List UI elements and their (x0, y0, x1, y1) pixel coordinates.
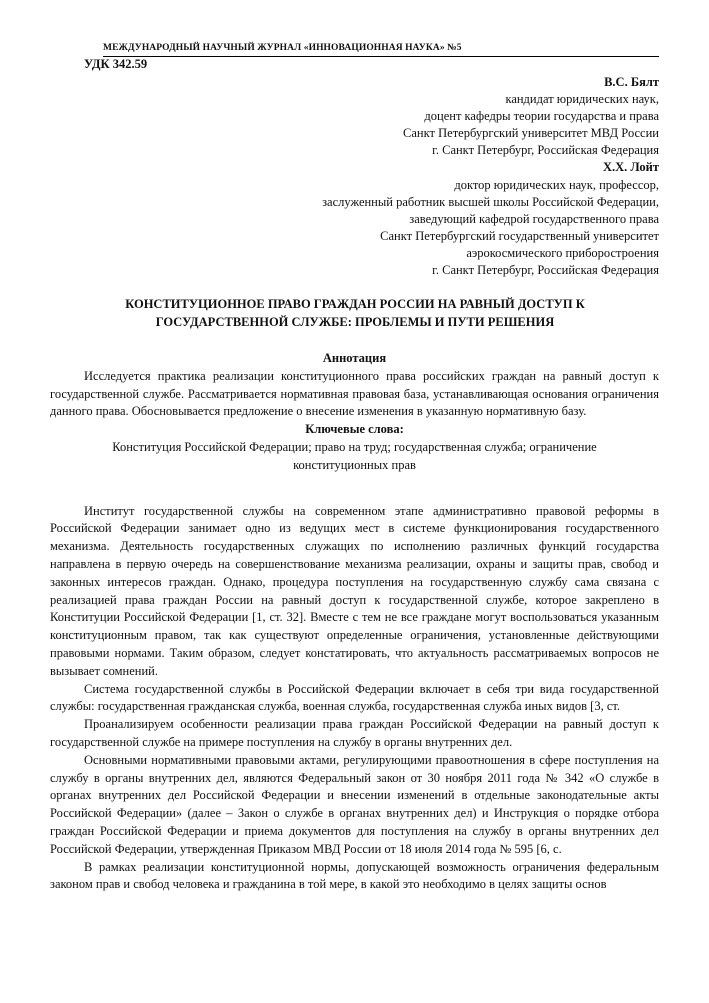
article-content (50, 350, 659, 894)
article-title (60, 295, 650, 331)
body-paragraph: Основными нормативными правовыми актами, регулирующими правоотношения в сфере поступления на службу в органы внутренних дел, являются Федеральный закон от 30 ноября 2011 года № 342 «О службе в органах внутренних дел Российской Федерации и внесении изменений в отдельные законодательные акты Российской Федерации» (далее – Закон о службе в органах внутренних дел) и Инструкция о порядке отбора граждан Российской Федерации и приема документов для поступления на службу в органы внутренних дел Российской Федерации, утвержденная Приказом МВД России от 18 июля 2014 года № 595 [6, с. (50, 752, 659, 856)
abstract-text: Исследуется практика реализации конституционного права российских граждан на равный доступ к государственной службе. Рассматривается нормативная правовая база, устанавливающая основания ограничения данного права. Обосновывается предложение о внесение изменения в указанную нормативную базу. (50, 368, 659, 419)
body-paragraph: В рамках реализации конституционной нормы, допускающей возможность ограничения федеральным законом прав и свобод человека и гражданина в той мере, в какой это необходимо в целях защиты основ (50, 859, 659, 892)
author-affiliation-line: заведующий кафедрой государственного права (409, 211, 659, 226)
author-name: Х.Х. Лойт (602, 160, 659, 175)
udk-code: УДК 342.59 (84, 57, 148, 71)
author-affiliation-line: аэрокосмического приборостроения (466, 245, 659, 260)
author-affiliation-line: Санкт Петербургский государственный университет (380, 228, 659, 243)
author-name: В.С. Бялт (604, 75, 659, 89)
keywords-heading: Ключевые слова: (305, 422, 404, 437)
section-spacer (50, 475, 659, 503)
author-affiliation-line: кандидат юридических наук, (505, 92, 659, 107)
author-affiliation-line: доцент кафедры теории государства и права (424, 109, 659, 124)
title-line: ГОСУДАРСТВЕННОЙ СЛУЖБЕ: ПРОБЛЕМЫ И ПУТИ РЕШЕНИЯ (155, 315, 555, 329)
body-paragraph: Институт государственной службы на современном этапе административно правовой реформы в Российской Федерации занимает одно из ведущих мест в системе функционирования государственного механизма. Деятельность государственных служащих по исполнению различных функций государства направлена в первую очередь на совершенствование механизма реализации, охраны и защиты прав, свобод и законных интересов граждан. Однако, процедура поступления на государственную службу сама связана с реализацией права граждан России на равный доступ к государственной службе, которое закреплено в Конституции Российской Федерации [1, ст. 32]. Вместе с тем не все граждане могут воспользоваться указанным конституционным правом, так как существуют определенные ограничения, установленные действующими правовыми нормами. Таким образом, следует констатировать, что актуальность рассматриваемых вопросов не вызывает сомнений. (50, 503, 659, 678)
author-affiliation-line: доктор юридических наук, профессор, (454, 177, 659, 192)
keywords-text: конституционных прав (293, 457, 416, 472)
author-affiliation-line: заслуженный работник высшей школы Российской Федерации, (322, 194, 659, 209)
author-affiliation-line: г. Санкт Петербург, Российская Федерация (432, 143, 659, 158)
journal-header: МЕЖДУНАРОДНЫЙ НАУЧНЫЙ ЖУРНАЛ «ИННОВАЦИОННАЯ НАУКА» №5 (103, 42, 659, 57)
keywords-text: Конституция Российской Федерации; право на труд; государственная служба; ограничение (112, 439, 597, 454)
author-block (99, 74, 659, 279)
title-line: КОНСТИТУЦИОННОЕ ПРАВО ГРАЖДАН РОССИИ НА РАВНЫЙ ДОСТУП К (125, 297, 585, 311)
abstract-heading: Аннотация (322, 351, 387, 365)
author-affiliation-line: г. Санкт Петербург, Российская Федерация (432, 263, 659, 278)
body-paragraph: Система государственной службы в Российской Федерации включает в себя три вида государственной службы: государственная гражданская служба, военная служба, государственная служба иных видов [3, ст. (50, 681, 659, 714)
body-paragraph: Проанализируем особенности реализации права граждан Российской Федерации на равный доступ к государственной службе на примере поступления на службу в органы внутренних дел. (50, 717, 659, 749)
author-affiliation-line: Санкт Петербургский университет МВД России (403, 126, 659, 141)
